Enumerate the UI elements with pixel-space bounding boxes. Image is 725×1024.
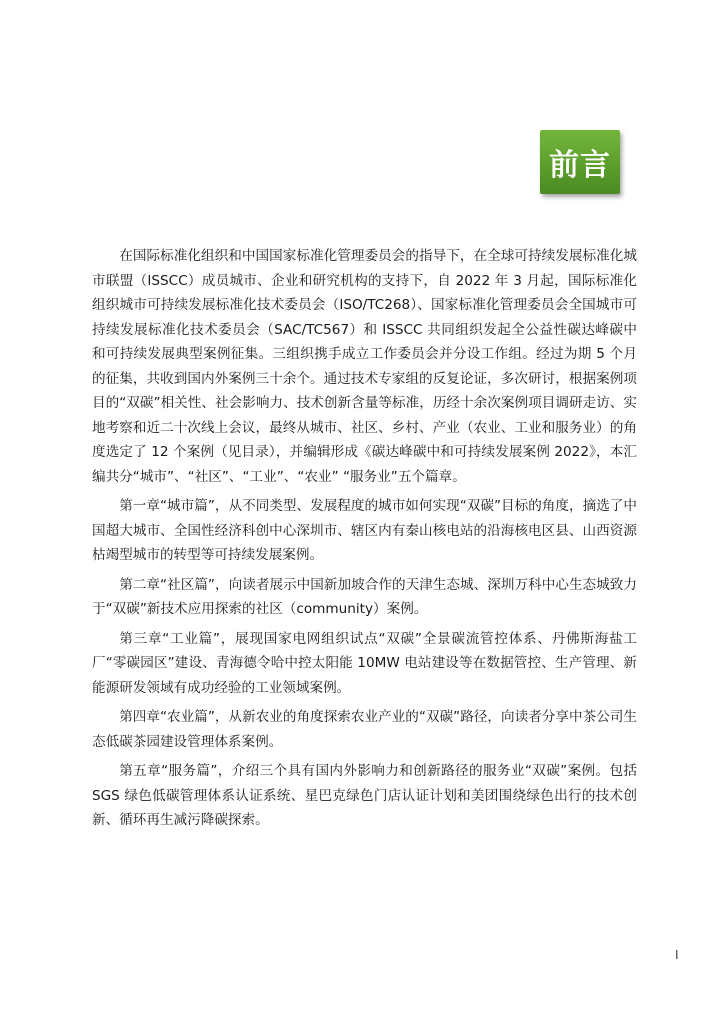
page-number: I: [675, 948, 679, 962]
paragraph-chapter-5: 第五章“服务篇”，介绍三个具有国内外影响力和创新路径的服务业“双碳”案例。包括 SGS 绿色低碳管理体系认证系统、星巴克绿色门店认证计划和美团围绕绿色出行的技术创新、循环再生减污降碳探索。: [92, 763, 637, 828]
preface-body: [92, 244, 637, 838]
paragraph-chapter-3: 第三章“工业篇”，展现国家电网组织试点“双碳”全景碳流管控体系、丹佛斯海盐工厂“零碳园区”建设、青海德令哈中控太阳能 10MW 电站建设等在数据管控、生产管理、新能源研发领域有成功经验的工业领域案例。: [92, 630, 637, 696]
preface-heading: 前言: [549, 148, 611, 183]
preface-heading-badge: [540, 130, 620, 194]
paragraph-chapter-4: 第四章“农业篇”，从新农业的角度探索农业产业的“双碳”路径，向读者分享中茶公司生态低碳茶园建设管理体系案例。: [92, 709, 637, 750]
paragraph-chapter-2: 第二章“社区篇”，向读者展示中国新加坡合作的天津生态城、深圳万科中心生态城致力于“双碳”新技术应用探索的社区（community）案例。: [92, 576, 637, 617]
paragraph-chapter-1: 第一章“城市篇”，从不同类型、发展程度的城市如何实现“双碳”目标的角度，摘选了中国超大城市、全国性经济科创中心深圳市、辖区内有秦山核电站的沿海核电区县、山西资源枯竭型城市的转型等可持续发展案例。: [92, 498, 637, 563]
paragraph-intro: 在国际标准化组织和中国国家标准化管理委员会的指导下，在全球可持续发展标准化城市联盟（ISSCC）成员城市、企业和研究机构的支持下，自 2022 年 3 月起，国际标准化组织城市可持续发展标准化技术委员会（ISO/TC268）、国家标准化管理委员会全国城市可持续发展标准化技术委员会（SAC/TC567）和 ISSCC 共同组织发起全公益性碳达峰碳中和可持续发展典型案例征集。三组织携手成立工作委员会并分设工作组。经过为期 5 个月的征集，共收到国内外案例三十余个。通过技术专家组的反复论证，多次研讨，根据案例项目的“双碳”相关性、社会影响力、技术创新含量等标准，历经十余次案例项目调研走访、实地考察和近二十次线上会议，最终从城市、社区、乡村、产业（农业、工业和服务业）的角度选定了 12 个案例（见目录），并编辑形成《碳达峰碳中和可持续发展案例 2022》，本汇编共分“城市”、“社区”、“工业”、“农业” “服务业”五个篇章。: [92, 248, 637, 485]
